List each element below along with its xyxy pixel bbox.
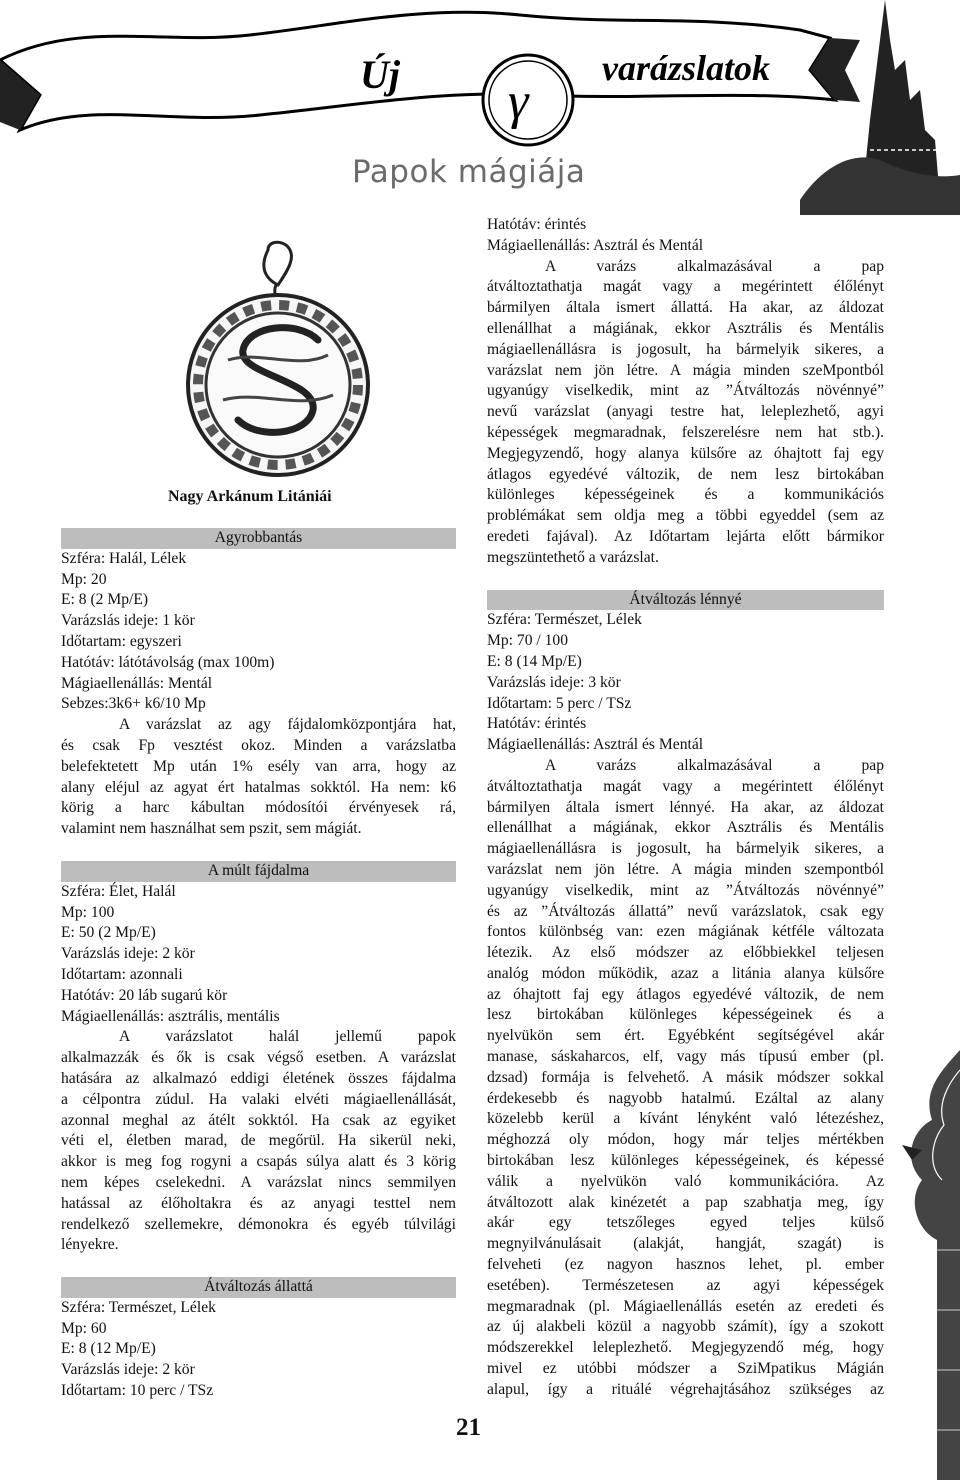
- text-line: belefektetett Mp után 1% esély van arra, hogy az: [61, 757, 456, 775]
- amulet-illustration: [168, 240, 386, 482]
- spell-description: [487, 257, 884, 569]
- page-title: Papok mágiája: [352, 154, 586, 190]
- text-line: átváltoztathatja magát vagy a megérintett élőlényt: [487, 278, 884, 296]
- stat-line: Mágiaellenállás: Asztrál és Mentál: [487, 236, 704, 254]
- text-line: manase, sáskaharcos, elf, vagy más típusú ember (pl.: [487, 1048, 884, 1066]
- text-line: érdekesebb és nagyobb hatalmú. Ezáltal az alany: [487, 1089, 884, 1107]
- text-line: hatására az alkalmazó eddigi életének összes fájdalma: [61, 1069, 456, 1087]
- text-line: A varázslatot halál jellemű papok: [119, 1028, 456, 1046]
- text-line: lényekre.: [61, 1236, 119, 1254]
- text-line: mivel ez utóbbi módszer a SziMpatikus Mágián: [487, 1360, 884, 1378]
- text-line: ugyanúgy viselkedik, mint az ”Átváltozás növénnyé”: [487, 881, 884, 899]
- text-line: A varázs alkalmazásával a pap: [545, 257, 884, 275]
- text-line: akár egy tetszőleges egyed teljes külső: [487, 1214, 884, 1232]
- stat-line: Varázslás ideje: 3 kör: [487, 673, 621, 691]
- stat-line: Hatótáv: 20 láb sugarú kör: [61, 986, 228, 1004]
- stat-line: Varázslás ideje: 2 kör: [61, 1361, 195, 1379]
- stat-line: Sebzes:3k6+ k6/10 Mp: [61, 695, 206, 713]
- stat-line: Mágiaellenállás: Mentál: [61, 674, 213, 692]
- text-line: a célpontra zúdul. Ha valaki elvéti mágiaellenállását,: [61, 1090, 456, 1108]
- text-line: bármilyen általa ismert lénnyé. Ha akar, az áldozat: [487, 798, 884, 816]
- text-line: és csak Fp vesztést okoz. Minden a varázslatba: [61, 736, 456, 754]
- text-line: átlagos egyedévé változik, de nem lesz birtokában: [487, 465, 884, 483]
- stat-line: Mágiaellenállás: Asztrál és Mentál: [487, 736, 704, 754]
- stat-block: [61, 882, 456, 1028]
- text-line: megszüntethető a varázslat.: [487, 548, 659, 566]
- stat-line: Szféra: Természet, Lélek: [487, 611, 642, 629]
- text-line: az új alakbeli közül a nagyobb számít), így a szokott: [487, 1318, 884, 1336]
- stat-line: Varázslás ideje: 2 kör: [61, 945, 195, 963]
- spell-heading: Átváltozás állattá: [61, 1277, 456, 1298]
- section-subtitle: Nagy Arkánum Litániái: [168, 488, 332, 505]
- spell-heading: Átváltozás lénnyé: [487, 590, 884, 611]
- text-line: véti el, életben marad, de megőrül. Ha sikerül neki,: [61, 1132, 456, 1150]
- text-line: átváltoztathatja magát vagy a megérintett élőlényt: [487, 777, 884, 795]
- text-line: rendelkező szellemekre, démonokra és egyéb túlvilági: [61, 1215, 456, 1233]
- stat-line: Mp: 20: [61, 570, 107, 588]
- text-line: képességek megmaradnak, felszerelésre nem hat stb.).: [487, 423, 884, 441]
- text-line: problémákat sem oldja meg a többi egyeddel (sem az: [487, 507, 884, 525]
- stat-line: Időtartam: 5 perc / TSz: [487, 694, 632, 712]
- text-line: válik a nyelvükön való kommunikációra. Az: [487, 1172, 884, 1190]
- text-line: ellenállhat a mágiának, ekkor Asztrális és Mentális: [487, 319, 884, 337]
- text-line: átváltozott alak kinézetét a pap szabhatja meg, így: [487, 1193, 884, 1211]
- stat-block: [61, 549, 456, 715]
- text-line: akkor is meg fog rogyni a csapás súlya alatt és 3 körig: [61, 1153, 456, 1171]
- text-line: megmaradnak (pl. Mágiaellenállás esetén az eredeti és: [487, 1297, 884, 1315]
- text-line: A varázslat az agy fájdalomközpontjára hat,: [119, 716, 456, 734]
- stat-block: [61, 1298, 456, 1402]
- text-line: Megjegyzendő, hogy alanya külsőre az óhajtott faj egy: [487, 444, 884, 462]
- text-line: dzsad) formája is felvehető. A másik módszer sokkal: [487, 1068, 884, 1086]
- text-line: ellenállhat a mágiának, ekkor Asztrális és Mentális: [487, 819, 884, 837]
- stat-block: [487, 215, 884, 257]
- stat-line: E: 8 (14 Mp/E): [487, 652, 582, 670]
- text-line: birtokában lesz különleges képességeinek, és képessé: [487, 1152, 884, 1170]
- stat-line: Időtartam: 10 perc / TSz: [61, 1382, 214, 1400]
- stat-line: Mp: 100: [61, 903, 115, 921]
- text-line: felveheti (ez nagyon hasznos lehet, pl. ember: [487, 1256, 884, 1274]
- text-line: bármilyen általa ismert állattá. Ha akar, az áldozat: [487, 299, 884, 317]
- text-line: mágiaellenállásra is jogosult, ha bármelyik sikeres, a: [487, 840, 884, 858]
- text-line: megnyilvánulásait (alakját, hangját, szagát) is: [487, 1235, 884, 1253]
- banner-word-right: varázslatok: [602, 48, 771, 88]
- text-line: valamint nem használhat sem pszit, sem mágiát.: [61, 820, 362, 838]
- text-line: létezik. Az első módszer az előbbiekkel teljesen: [487, 944, 884, 962]
- text-line: az óhajtott faj egy átlagos egyedévé változik, de nem: [487, 985, 884, 1003]
- text-line: módszerekkel leleplezhető. Megjegyzendő még, hogy: [487, 1339, 884, 1357]
- left-column: [61, 528, 456, 1402]
- stat-line: Időtartam: egyszeri: [61, 632, 182, 650]
- spell-heading: A múlt fájdalma: [61, 861, 456, 882]
- text-line: körig a harc kábultan módosítói érvényesek rá,: [61, 799, 456, 817]
- stat-line: E: 8 (2 Mp/E): [61, 591, 149, 609]
- stat-line: Hatótáv: érintés: [487, 216, 587, 233]
- stat-line: E: 8 (12 Mp/E): [61, 1340, 156, 1358]
- text-line: nem képes cselekedni. A varázslat nincs semmilyen: [61, 1173, 456, 1191]
- text-line: közelebb kerül a kívánt lényként való létezéshez,: [487, 1110, 884, 1128]
- text-line: méghozzá oly módon, hogy már teljes mértékben: [487, 1131, 884, 1149]
- gargoyle-illustration: [892, 1050, 960, 1480]
- text-line: A varázs alkalmazásával a pap: [545, 756, 884, 774]
- text-line: hatással az élőholtakra és az anyagi testtel nem: [61, 1194, 456, 1212]
- text-line: alkalmazzák és ők is csak végső esetben. A varázslat: [61, 1049, 456, 1067]
- spell-description: [61, 1027, 456, 1256]
- text-line: különleges képességeinek és a kommunikációs: [487, 486, 884, 504]
- stat-line: Mp: 70 / 100: [487, 632, 569, 650]
- page-number: 21: [456, 1414, 481, 1441]
- stat-line: Szféra: Halál, Lélek: [61, 549, 187, 567]
- stat-line: Mágiaellenállás: asztrális, mentális: [61, 1007, 280, 1025]
- spell-description: [487, 756, 884, 1401]
- text-line: analóg módon működik, azaz a litánia alanya külsőre: [487, 964, 884, 982]
- stat-line: Szféra: Élet, Halál: [61, 882, 176, 900]
- text-line: ugyanúgy viselkedik, mint az ”Átváltozás növénnyé”: [487, 382, 884, 400]
- text-line: esetében). Természetesen az agyi képességek: [487, 1276, 884, 1294]
- stat-line: E: 50 (2 Mp/E): [61, 924, 156, 942]
- stat-line: Időtartam: azonnali: [61, 965, 183, 983]
- text-line: alany eléjul az agyat ért hatalmas sokktól. Ha nem: k6: [61, 778, 456, 796]
- text-line: alapul, így a rituálé végrehajtásához szükséges az: [487, 1380, 884, 1398]
- stat-line: Szféra: Természet, Lélek: [61, 1298, 216, 1316]
- text-line: nevű varázslat (anyagi testre hat, leleplezhető, agyi: [487, 403, 884, 421]
- text-line: és az ”Átváltozás állattá” nevű varázslatok, csak egy: [487, 902, 884, 920]
- stat-line: Mp: 60: [61, 1319, 107, 1337]
- text-line: varázslat nem jön létre. A mágia minden szempontból: [487, 860, 884, 878]
- stat-line: Varázslás ideje: 1 kör: [61, 612, 195, 630]
- spell-description: [61, 715, 456, 840]
- stat-block: [487, 610, 884, 756]
- text-line: mágiaellenállásra is jogosult, ha bármelyik sikeres, a: [487, 340, 884, 358]
- text-line: eredeti fajával). Az Időtartam lejárta előtt bármikor: [487, 527, 884, 545]
- text-line: azonnal meghal az átélt sokktól. Ha csak az egyiket: [61, 1111, 456, 1129]
- text-line: fontos különbség van: ezen mágiának kétféle változata: [487, 923, 884, 941]
- text-line: nyelvükön sem ért. Egyébként segítségével akár: [487, 1027, 884, 1045]
- stat-line: Hatótáv: érintés: [487, 715, 587, 733]
- right-column: [487, 215, 884, 1401]
- spell-heading: Agyrobbantás: [61, 528, 456, 549]
- stat-line: Hatótáv: látótávolság (max 100m): [61, 653, 275, 671]
- banner-word-left: Új: [360, 52, 400, 97]
- text-line: varázslat nem jön létre. A mágia minden szeMpontból: [487, 361, 884, 379]
- banner-symbol: γ: [508, 73, 529, 130]
- text-line: lesz birtokában különleges képességeinek és a: [487, 1006, 884, 1024]
